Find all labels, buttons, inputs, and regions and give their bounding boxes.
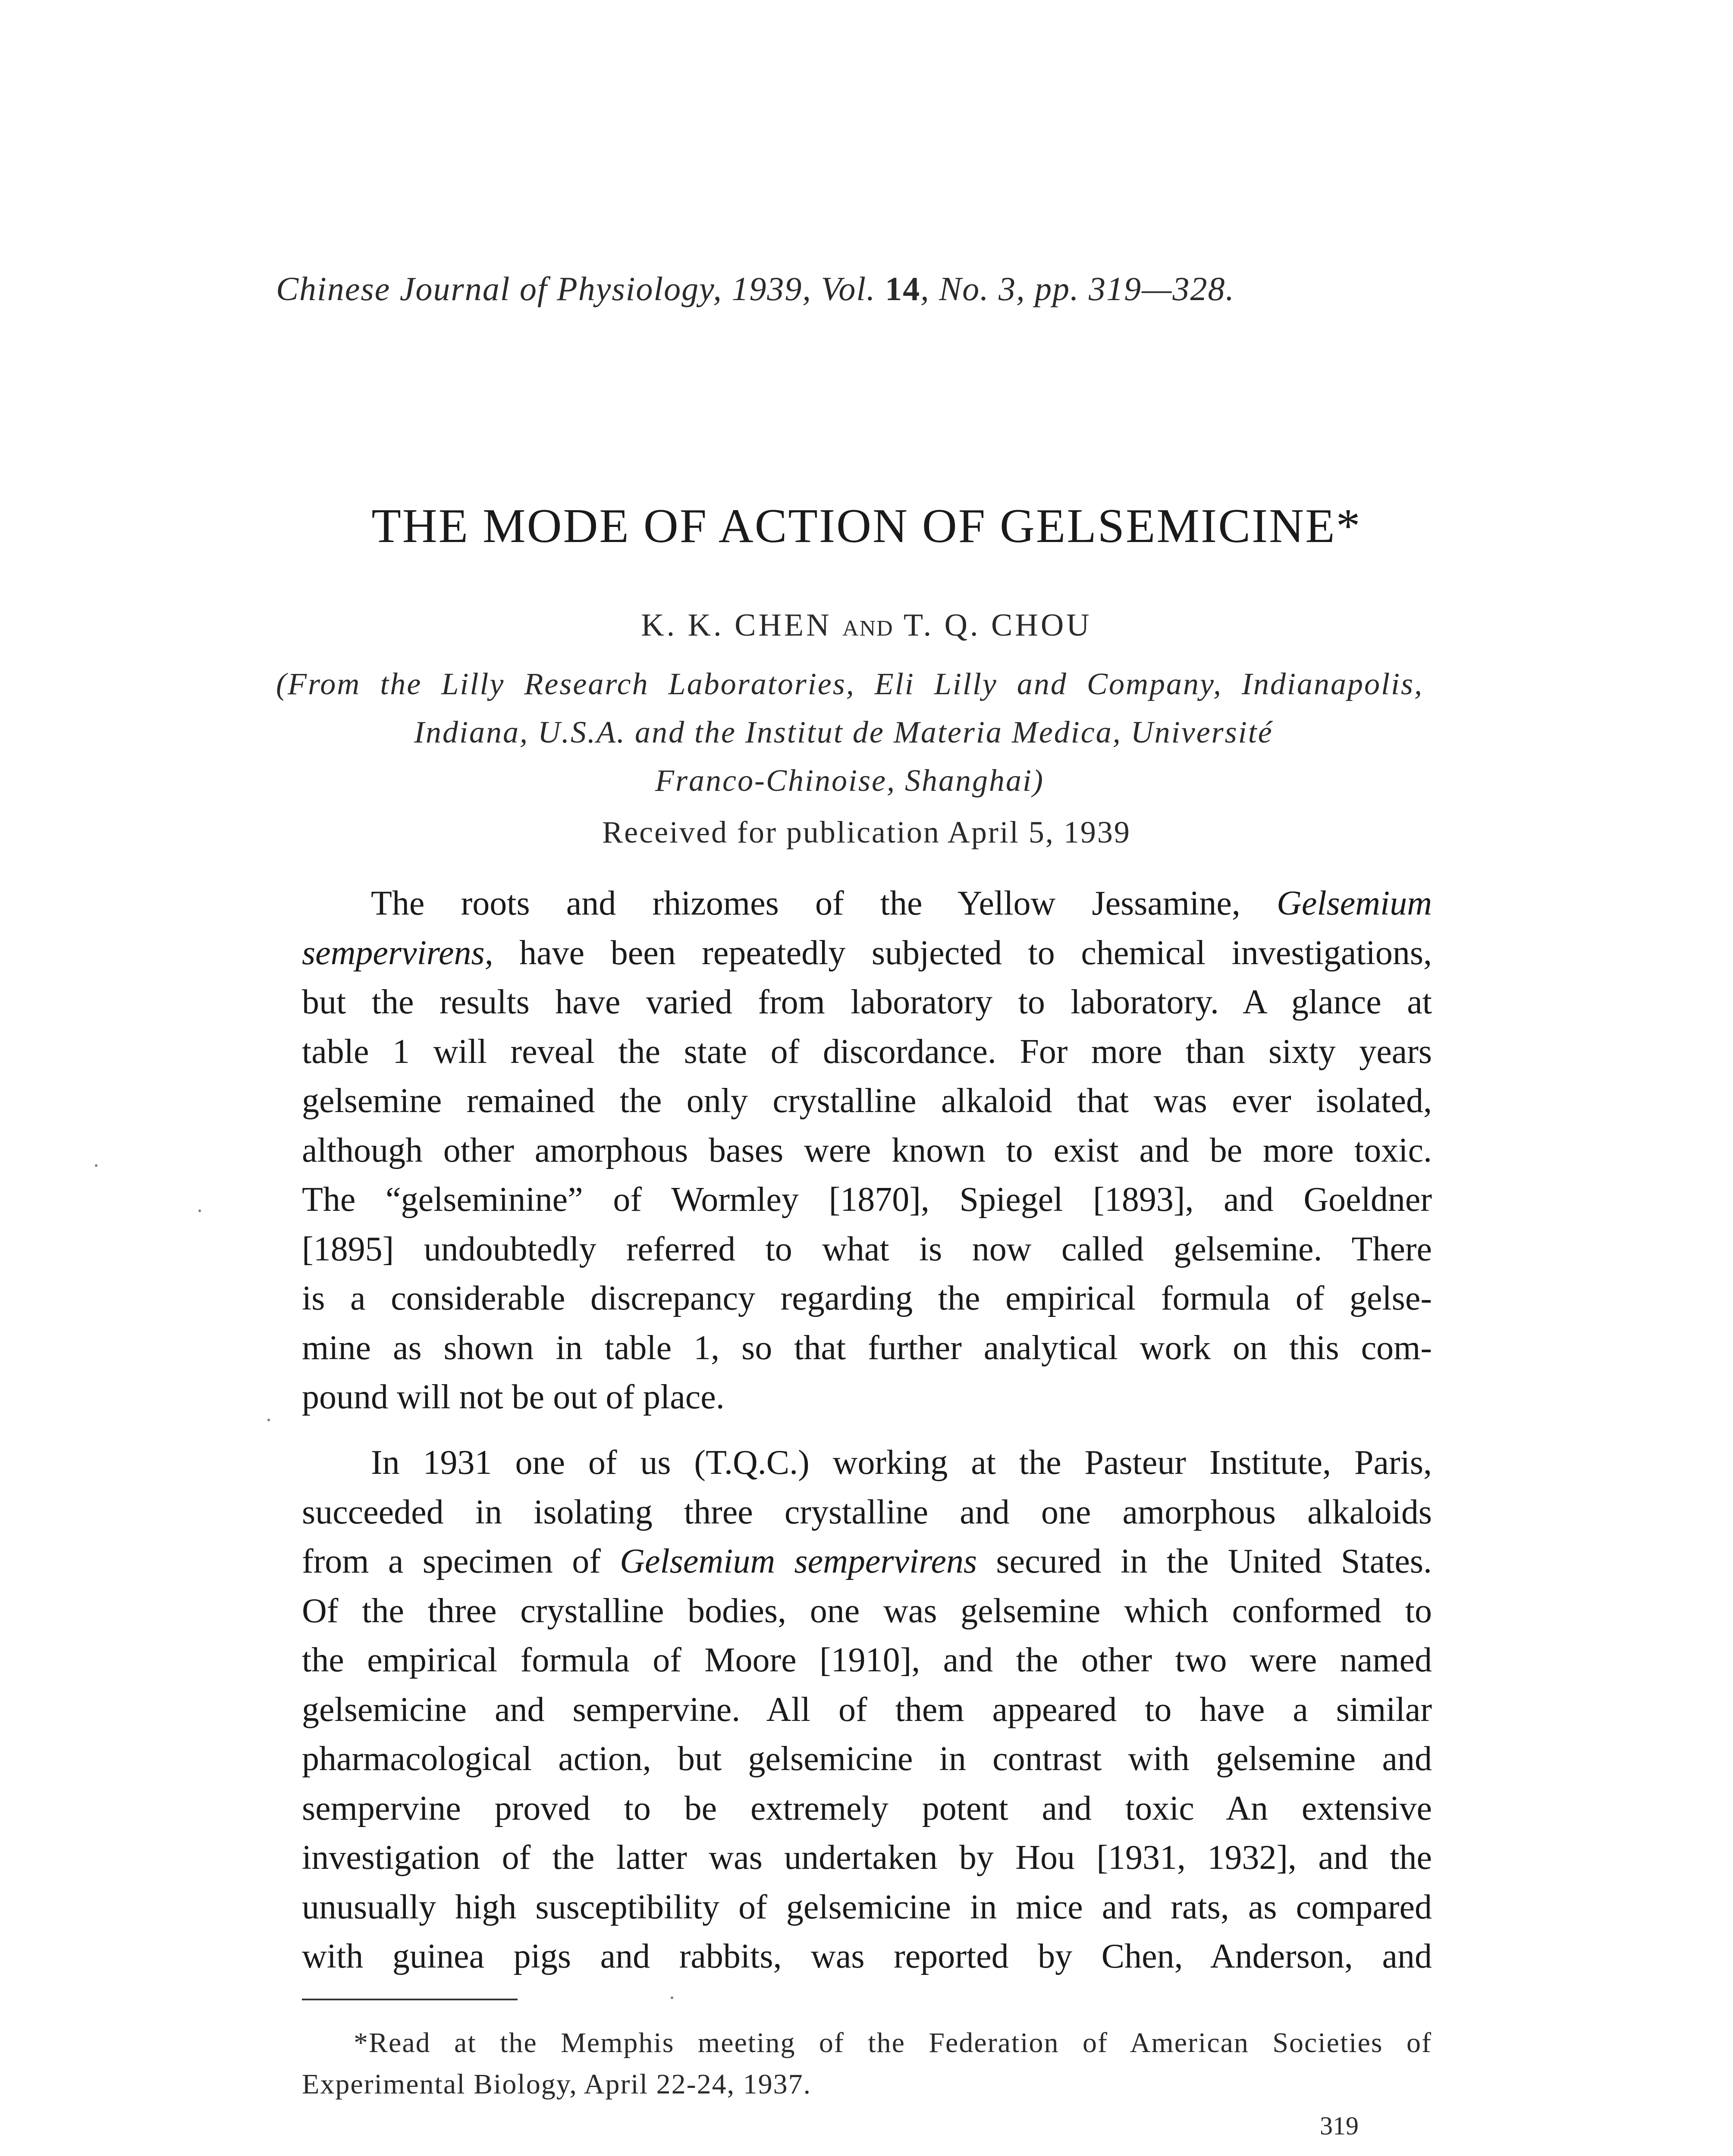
paragraph-line: mine as shown in table 1, so that further analytical work on this com- (302, 1329, 1432, 1367)
text-run: The roots and rhizomes of the Yellow Jessamine, (371, 884, 1277, 922)
paragraph-line: is a considerable discrepancy regarding the empirical formula of gelse- (302, 1279, 1432, 1317)
species-binomial: Gelsemium sempervirens (620, 1542, 977, 1580)
page-number: 319 (1320, 2112, 1359, 2140)
affiliation-line-1: (From the Lilly Research Laboratories, Eli Lilly and Company, Indianapolis, (276, 667, 1423, 701)
paragraph-1 (302, 879, 1432, 1422)
journal-citation-suffix: , No. 3, pp. 319—328. (920, 270, 1235, 307)
paragraph-line: [1895] undoubtedly referred to what is now called gelsemine. There (302, 1230, 1432, 1268)
paragraph-line: gelsemine remained the only crystalline alkaloid that was ever isolated, (302, 1082, 1432, 1120)
journal-volume: 14 (885, 270, 921, 307)
author-first: K. K. CHEN (641, 608, 832, 643)
scan-speck (671, 1996, 673, 1999)
paragraph-line: investigation of the latter was undertaken by Hou [1931, 1932], and the (302, 1839, 1432, 1877)
journal-citation-prefix: Chinese Journal of Physiology, 1939, Vol. (276, 270, 885, 307)
footnote-divider (302, 1999, 518, 2000)
paragraph-line: In 1931 one of us (T.Q.C.) working at the Pasteur Institute, Paris, (371, 1444, 1432, 1482)
scan-speck (95, 1164, 97, 1167)
paragraph-line: succeeded in isolating three crystalline and one amorphous alkaloids (302, 1493, 1432, 1531)
journal-citation (276, 267, 1484, 310)
paragraph-line: unusually high susceptibility of gelsemicine in mice and rats, as compared (302, 1888, 1432, 1926)
footnote-line-2: Experimental Biology, April 22-24, 1937. (302, 2068, 812, 2100)
paragraph-line: although other amorphous bases were known to exist and be more toxic. (302, 1131, 1432, 1169)
article-title: THE MODE OF ACTION OF GELSEMICINE* (371, 499, 1362, 553)
affiliation-line-3: Franco-Chinoise, Shanghai) (655, 763, 1044, 798)
affiliation (276, 660, 1423, 805)
scan-speck (267, 1419, 270, 1421)
paragraph-2 (302, 1438, 1432, 1981)
genus-name: Gelsemium (1277, 884, 1432, 922)
author-second: T. Q. CHOU (903, 608, 1092, 643)
paragraph-line: the empirical formula of Moore [1910], and the other two were named (302, 1641, 1432, 1679)
footnote-line-1: *Read at the Memphis meeting of the Federation of American Societies of (354, 2027, 1432, 2059)
paragraph-line: pound will not be out of place. (302, 1378, 725, 1416)
scan-speck (198, 1210, 201, 1212)
received-date: Received for publication April 5, 1939 (602, 815, 1131, 849)
paragraph-line (302, 879, 1432, 928)
paragraph-line: pharmacological action, but gelsemicine in contrast with gelsemine and (302, 1740, 1432, 1778)
author-connector: AND (842, 616, 894, 641)
author-line (0, 604, 1733, 650)
text-run: from a specimen of (302, 1542, 620, 1580)
paragraph-line (302, 928, 1432, 978)
paragraph-line: The “gelseminine” of Wormley [1870], Spiegel [1893], and Goeldner (302, 1181, 1432, 1219)
paragraph-line: with guinea pigs and rabbits, was reported by Chen, Anderson, and (302, 1937, 1432, 1975)
text-run: secured in the United States. (977, 1542, 1432, 1580)
paragraph-line: table 1 will reveal the state of discordance. For more than sixty years (302, 1032, 1432, 1071)
paragraph-line: gelsemicine and sempervine. All of them appeared to have a similar (302, 1690, 1432, 1729)
text-run: have been repeatedly subjected to chemical investigations, (493, 934, 1432, 972)
affiliation-line-2: Indiana, U.S.A. and the Institut de Materia Medica, Université (414, 715, 1273, 749)
paragraph-line: but the results have varied from laboratory to laboratory. A glance at (302, 983, 1432, 1021)
species-name: sempervirens, (302, 934, 493, 972)
paragraph-line: sempervine proved to be extremely potent and toxic An extensive (302, 1789, 1432, 1827)
paragraph-line: Of the three crystalline bodies, one was gelsemine which conformed to (302, 1592, 1432, 1630)
paragraph-line (302, 1537, 1432, 1586)
footnote (302, 2022, 1432, 2105)
